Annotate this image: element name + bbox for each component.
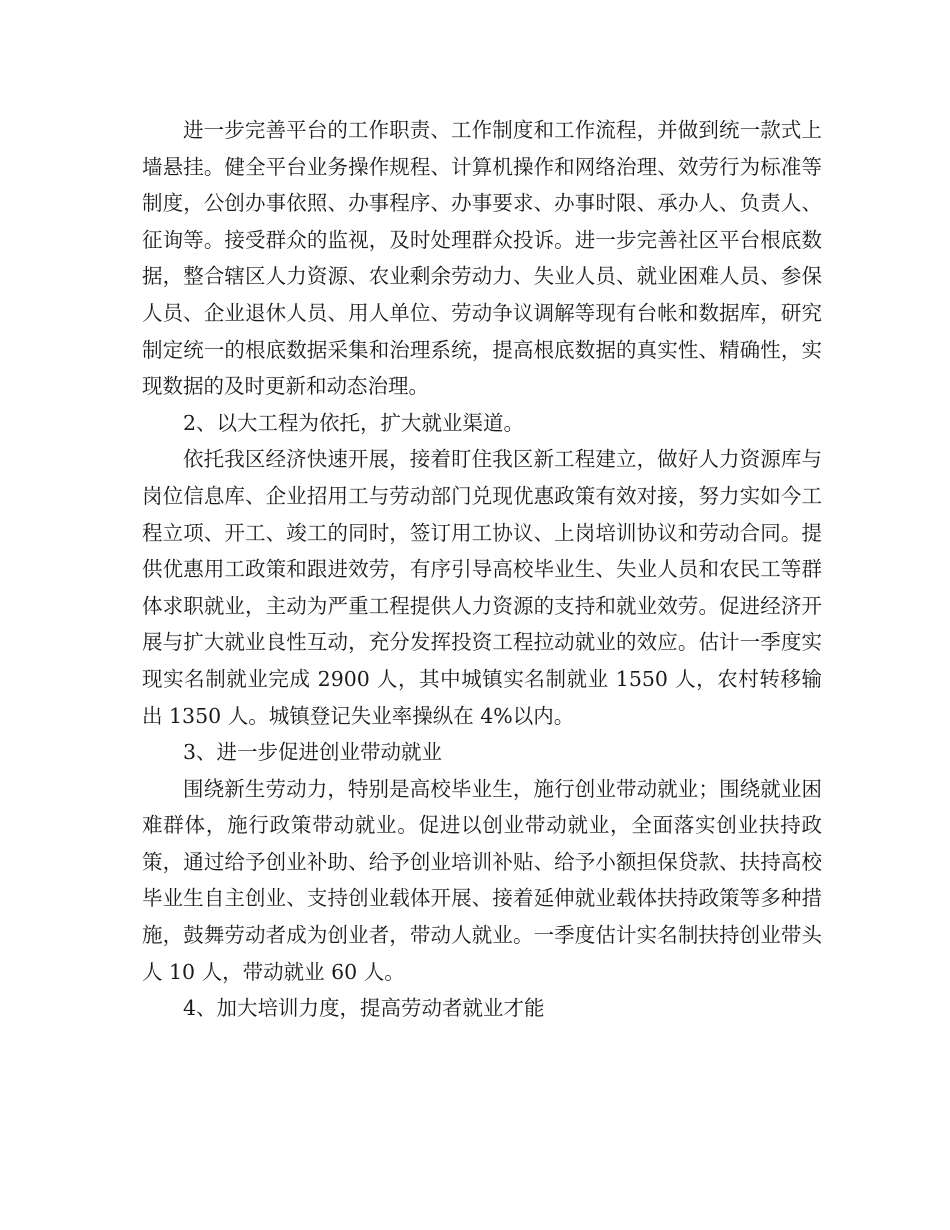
paragraph-entrepreneurship: 围绕新生劳动力，特别是高校毕业生，施行创业带动就业；围绕就业困难群体，施行政策带动就业。促进以创业带动就业，全面落实创业扶持政策，通过给予创业补助、给予创业培训补贴、给予小额担保贷款、扶持高校毕业生自主创业、支持创业载体开展、接着延伸就业载体扶持政策等多种措施，鼓舞劳动者成为创业者，带动人就业。一季度估计实名制扶持创业带头人 10 人，带动就业 60 人。 xyxy=(142,776,822,984)
heading-training: 4、加大培训力度，提高劳动者就业才能 xyxy=(183,996,545,1021)
document-body xyxy=(142,112,822,1027)
paragraph-economic-development: 依托我区经济快速开展，接着盯住我区新工程建立，做好人力资源库与岗位信息库、企业招用工与劳动部门兑现优惠政策有效对接，努力实如今工程立项、开工、竣工的同时，签订用工协议、上岗培训协议和劳动合同。提供优惠用工政策和跟进效劳，有序引导高校毕业生、失业人员和农民工等群体求职就业，主动为严重工程提供人力资源的支持和就业效劳。促进经济开展与扩大就业良性互动，充分发挥投资工程拉动就业的效应。估计一季度实现实名制就业完成 2900 人，其中城镇实名制就业 1550 人，农村转移输出 1350 人。城镇登记失业率操纵在 4%以内。 xyxy=(142,447,822,728)
heading-major-projects: 2、以大工程为依托，扩大就业渠道。 xyxy=(183,410,525,435)
paragraph-platform-improvement: 进一步完善平台的工作职责、工作制度和工作流程，并做到统一款式上墙悬挂。健全平台业务操作规程、计算机操作和网络治理、效劳行为标准等制度，公创办事依照、办事程序、办事要求、办事时限、承办人、负责人、征询等。接受群众的监视，及时处理群众投诉。进一步完善社区平台根底数据，整合辖区人力资源、农业剩余劳动力、失业人员、就业困难人员、参保人员、企业退休人员、用人单位、劳动争议调解等现有台帐和数据库，研究制定统一的根底数据采集和治理系统，提高根底数据的真实性、精确性，实现数据的及时更新和动态治理。 xyxy=(142,118,822,399)
heading-entrepreneurship: 3、进一步促进创业带动就业 xyxy=(183,740,443,765)
